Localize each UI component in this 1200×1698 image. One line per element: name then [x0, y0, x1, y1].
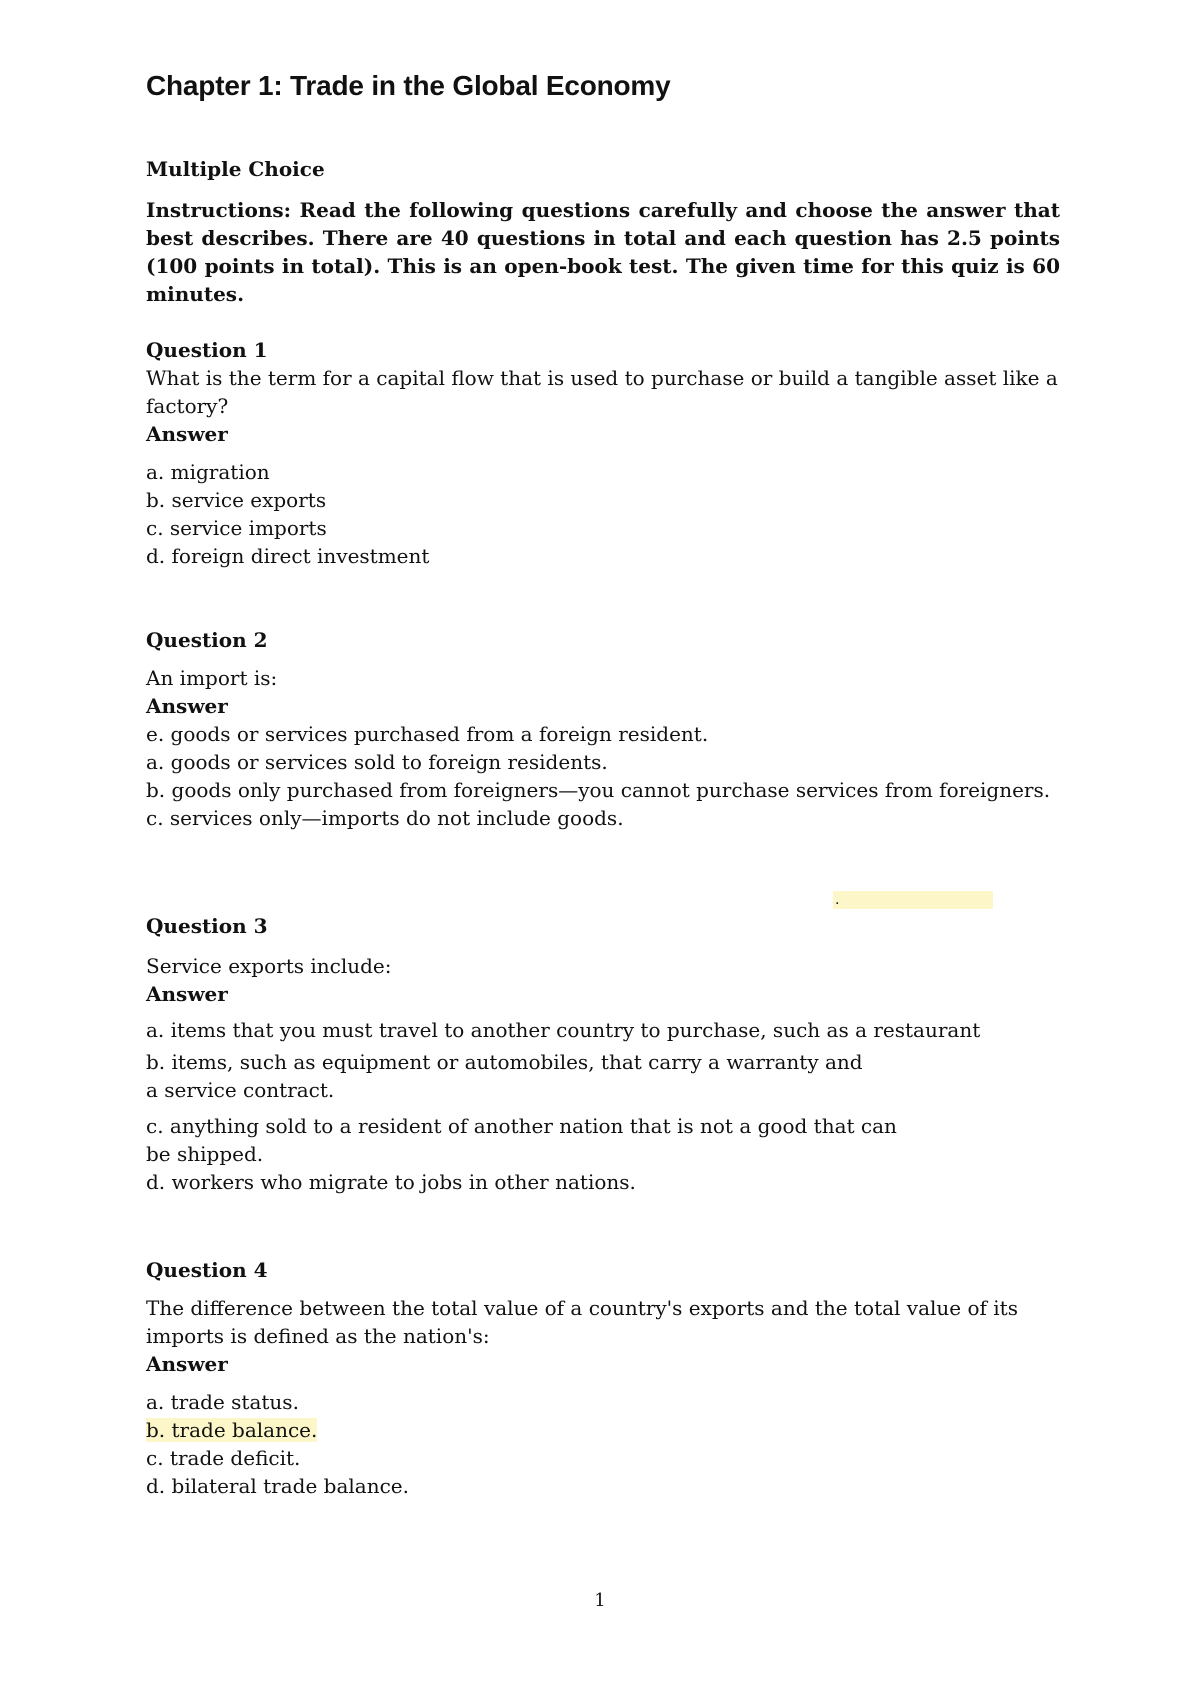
answer-label: Answer [146, 694, 228, 718]
question-block-2 [146, 626, 1060, 832]
answer-label: Answer [146, 1352, 228, 1376]
section-title: Multiple Choice [146, 157, 325, 181]
question-text: What is the term for a capital flow that is used to purchase or build a tangible asset like a factory? [146, 366, 1058, 418]
question-text: The difference between the total value of a country's exports and the total value of its imports is defined as the nation's: [146, 1296, 1018, 1348]
chapter-title: Chapter 1: Trade in the Global Economy [146, 70, 671, 101]
answer-options [146, 458, 1060, 570]
answer-option[interactable]: c. services only—imports do not include goods. [146, 806, 624, 830]
question-block-4 [146, 1256, 1060, 1500]
answer-option[interactable]: e. goods or services purchased from a foreign resident. [146, 722, 709, 746]
question-heading: Question 2 [146, 628, 268, 652]
answer-option[interactable]: b. items, such as equipment or automobiles, that carry a warranty and a service contract. [146, 1050, 863, 1102]
question-heading: Question 1 [146, 338, 268, 362]
highlight-mark: . [833, 891, 993, 909]
answer-options [146, 720, 1060, 832]
answer-option[interactable]: b. goods only purchased from foreigners—you cannot purchase services from foreigners. [146, 778, 1051, 802]
answer-option[interactable]: c. anything sold to a resident of another nation that is not a good that can be shipped. [146, 1114, 897, 1166]
question-block-3 [146, 912, 1060, 1196]
question-block-1 [146, 336, 1060, 570]
highlighted-text: b. trade balance. [146, 1418, 318, 1442]
answer-label: Answer [146, 982, 228, 1006]
answer-option[interactable]: b. service exports [146, 488, 327, 512]
question-heading: Question 3 [146, 914, 268, 938]
question-text: Service exports include: [146, 954, 392, 978]
answer-options [146, 1388, 1060, 1500]
answer-option[interactable]: a. trade status. [146, 1390, 299, 1414]
answer-option-highlighted[interactable] [146, 1416, 1060, 1444]
answer-option[interactable]: d. workers who migrate to jobs in other nations. [146, 1170, 636, 1194]
question-text: An import is: [146, 666, 278, 690]
answer-label: Answer [146, 422, 228, 446]
page-number: 1 [594, 1590, 606, 1611]
answer-option[interactable]: d. foreign direct investment [146, 544, 430, 568]
answer-option[interactable]: d. bilateral trade balance. [146, 1474, 409, 1498]
answer-option[interactable]: c. service imports [146, 516, 327, 540]
answer-options [146, 1016, 981, 1196]
answer-option[interactable]: a. goods or services sold to foreign residents. [146, 750, 608, 774]
question-heading: Question 4 [146, 1258, 268, 1282]
answer-option[interactable]: a. items that you must travel to another country to purchase, such as a restaurant [146, 1018, 981, 1042]
instructions-paragraph: Instructions: Read the following questions carefully and choose the answer that best describes. There are 40 questions in total and each question has 2.5 points (100 points in total). This is an open-book test. The given time for this quiz is 60 minutes. [146, 198, 1060, 306]
answer-option[interactable]: c. trade deficit. [146, 1446, 301, 1470]
answer-option[interactable]: a. migration [146, 460, 270, 484]
